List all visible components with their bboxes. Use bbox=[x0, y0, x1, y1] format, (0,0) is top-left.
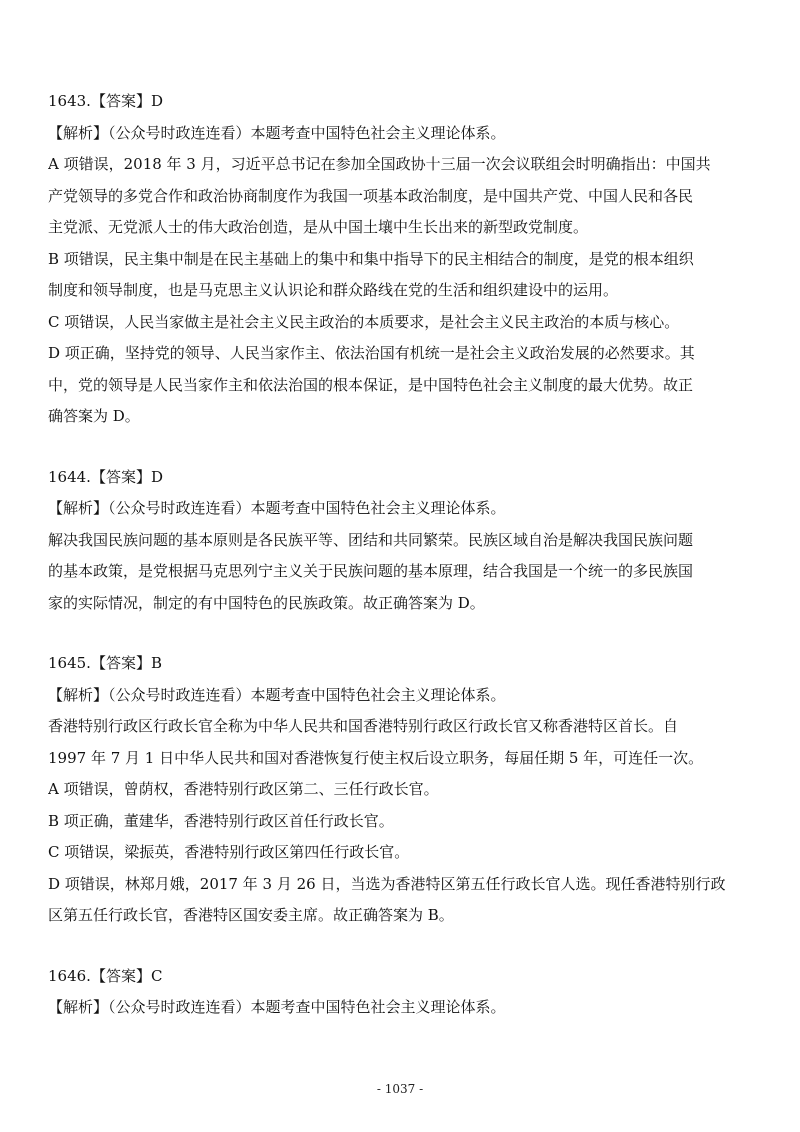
page-number: - 1037 - bbox=[376, 1082, 424, 1096]
question-block bbox=[48, 86, 760, 433]
question-block bbox=[48, 648, 760, 932]
analysis-line: 的基本政策，是党根据马克思列宁主义关于民族问题的基本原理，结合我国是一个统一的多民族国 bbox=[48, 562, 694, 580]
analysis-line: 确答案为 D。 bbox=[48, 407, 140, 425]
analysis-line: D 项正确，坚持党的领导、人民当家作主、依法治国有机统一是社会主义政治发展的必然要求。其 bbox=[48, 344, 695, 362]
analysis-line: 中，党的领导是人民当家作主和依法治国的根本保证，是中国特色社会主义制度的最大优势。故正 bbox=[48, 375, 694, 394]
analysis-line: B 项正确，董建华，香港特别行政区首任行政长官。 bbox=[48, 811, 394, 830]
analysis-line: 家的实际情况，制定的有中国特色的民族政策。故正确答案为 D。 bbox=[48, 593, 485, 612]
analysis-line: 解决我国民族问题的基本原则是各民族平等、团结和共同繁荣。民族区域自治是解决我国民族问题 bbox=[48, 530, 694, 549]
analysis-line: A 项错误，2018 年 3 月，习近平总书记在参加全国政协十三届一次会议联组会时明确指出：中国共 bbox=[48, 155, 711, 173]
analysis-line: D 项错误，林郑月娥，2017 年 3 月 26 日，当选为香港特区第五任行政长官人选。现任香港特别行政 bbox=[48, 874, 726, 893]
analysis-line: B 项错误，民主集中制是在民主基础上的集中和集中指导下的民主相结合的制度，是党的根本组织 bbox=[48, 249, 694, 268]
answer-heading: 1644.【答案】D bbox=[48, 467, 163, 486]
analysis-intro: 【解析】（公众号时政连连看）本题考查中国特色社会主义理论体系。 bbox=[48, 998, 506, 1016]
answer-heading: 1646.【答案】C bbox=[48, 966, 163, 985]
analysis-line: 1997 年 7 月 1 日中华人民共和国对香港恢复行使主权后设立职务，每届任期 5 年，可连任一次。 bbox=[48, 748, 704, 767]
analysis-intro: 【解析】（公众号时政连连看）本题考查中国特色社会主义理论体系。 bbox=[48, 685, 506, 704]
analysis-line: C 项错误，人民当家做主是社会主义民主政治的本质要求，是社会主义民主政治的本质与核心。 bbox=[48, 312, 680, 331]
analysis-intro: 【解析】（公众号时政连连看）本题考查中国特色社会主义理论体系。 bbox=[48, 499, 506, 517]
answer-heading: 1645.【答案】B bbox=[48, 654, 162, 672]
analysis-line: 区第五任行政长官，香港特区国安委主席。故正确答案为 B。 bbox=[48, 906, 454, 924]
analysis-line: C 项错误，梁振英，香港特别行政区第四任行政长官。 bbox=[48, 843, 410, 861]
document-body bbox=[48, 86, 760, 1053]
analysis-intro: 【解析】（公众号时政连连看）本题考查中国特色社会主义理论体系。 bbox=[48, 123, 506, 142]
analysis-line: A 项错误，曾荫权，香港特别行政区第二、三任行政长官。 bbox=[48, 780, 439, 798]
question-block bbox=[48, 462, 760, 620]
analysis-line: 香港特别行政区行政长官全称为中华人民共和国香港特别行政区行政长官又称香港特区首长。自 bbox=[48, 717, 679, 735]
question-block bbox=[48, 961, 760, 1024]
analysis-line: 主党派、无党派人士的伟大政治创造，是从中国土壤中生长出来的新型政党制度。 bbox=[48, 218, 589, 236]
answer-heading: 1643.【答案】D bbox=[48, 92, 163, 110]
analysis-line: 制度和领导制度，也是马克思主义认识论和群众路线在党的生活和组织建设中的运用。 bbox=[48, 281, 619, 299]
analysis-line: 产党领导的多党合作和政治协商制度作为我国一项基本政治制度，是中国共产党、中国人民和各民 bbox=[48, 186, 694, 205]
